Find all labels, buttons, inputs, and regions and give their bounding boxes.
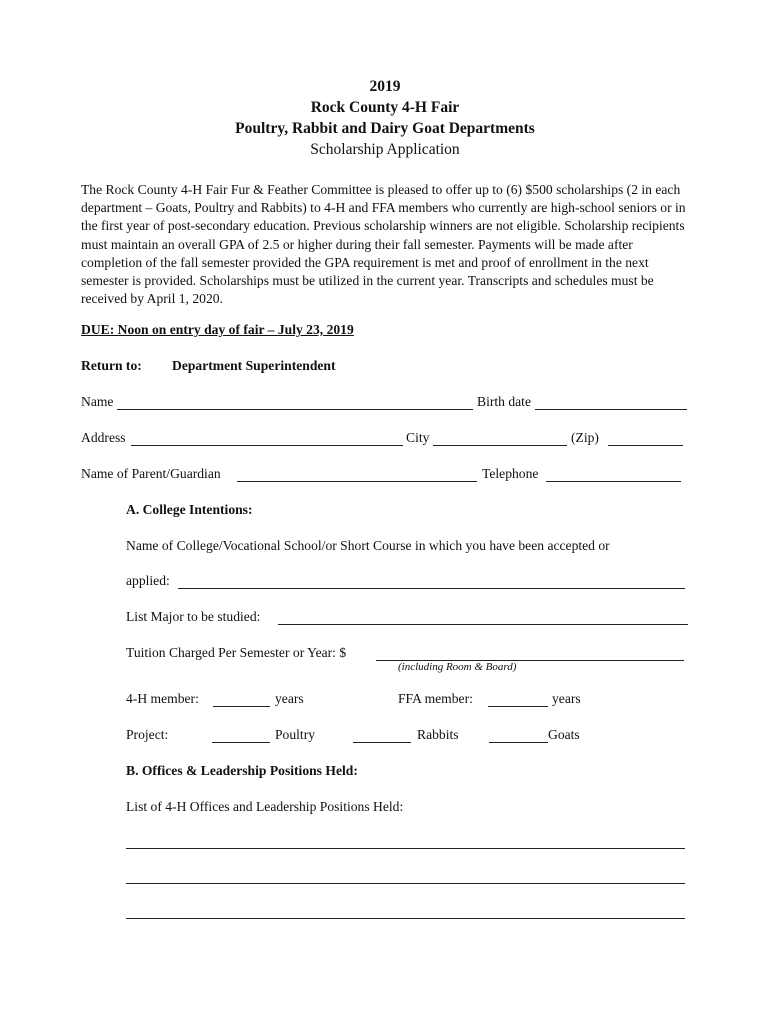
tuition-label: Tuition Charged Per Semester or Year: $ [126,645,347,660]
poultry-label: Poultry [275,727,316,742]
h4-years-field[interactable] [213,706,270,707]
h4-member-label: 4-H member: [126,691,199,706]
telephone-field[interactable] [546,481,681,482]
major-row [126,609,688,627]
due-date: DUE: Noon on entry day of fair – July 23, 2019 [81,322,354,337]
return-to-value: Department Superintendent [172,358,336,373]
section-a-title: A. College Intentions: [126,502,253,517]
form-header [0,76,770,160]
applied-field[interactable] [178,588,685,589]
h4-years-label: years [275,691,304,706]
name-label: Name [81,394,114,409]
name-field[interactable] [117,409,473,410]
return-to [81,358,336,374]
city-label: City [406,430,430,445]
return-to-label: Return to: [81,358,142,373]
project-label: Project: [126,727,169,742]
applied-row [126,573,686,591]
zip-field[interactable] [608,445,683,446]
parent-field[interactable] [237,481,477,482]
project-row [126,727,586,745]
address-row [81,430,691,448]
rabbits-label: Rabbits [417,727,459,742]
city-field[interactable] [433,445,567,446]
telephone-label: Telephone [482,466,539,481]
ffa-member-label: FFA member: [398,691,473,706]
form-title: Scholarship Application [310,141,460,158]
intro-paragraph: The Rock County 4-H Fair Fur & Feather Committee is pleased to offer up to (6) $500 scholarships (2 in each department – Goats, Poultry and Rabbits) to 4-H and FFA members who currently are high-school seniors or in the first year of post-secondary education. Previous scholarship winners are not eligible. Scholarship recipients must maintain an overall GPA of 2.5 or higher during their fall semester. Payments will be made after completion of the fall semester provided the GPA requirement is met and proof of enrollment in the next semester is provided. Scholarships must be utilized in the current year. Transcripts and schedules must be received by April 1, 2020. [81,182,686,307]
name-row [81,394,691,412]
departments-heading: Poultry, Rabbit and Dairy Goat Departments [235,120,535,137]
parent-row [81,466,691,484]
goats-label: Goats [548,727,580,742]
address-field[interactable] [131,445,403,446]
ffa-years-label: years [552,691,581,706]
year-heading: 2019 [369,78,401,95]
college-prompt: Name of College/Vocational School/or Short Course in which you have been accepted or [126,538,610,553]
leadership-line-3[interactable] [126,918,685,919]
leadership-prompt: List of 4-H Offices and Leadership Positions Held: [126,799,404,814]
zip-label: (Zip) [571,430,599,445]
tuition-note: (including Room & Board) [398,661,517,673]
address-label: Address [81,430,126,445]
major-label: List Major to be studied: [126,609,261,624]
birth-date-label: Birth date [477,394,531,409]
poultry-field[interactable] [212,742,270,743]
birth-date-field[interactable] [535,409,687,410]
goats-field[interactable] [489,742,548,743]
rabbits-field[interactable] [353,742,411,743]
fair-heading: Rock County 4-H Fair [310,99,460,116]
parent-label: Name of Parent/Guardian [81,466,221,481]
leadership-line-2[interactable] [126,883,685,884]
leadership-line-1[interactable] [126,848,685,849]
major-field[interactable] [278,624,688,625]
membership-row [126,691,586,709]
section-b-title: B. Offices & Leadership Positions Held: [126,763,358,778]
ffa-years-field[interactable] [488,706,548,707]
applied-label: applied: [126,573,170,588]
